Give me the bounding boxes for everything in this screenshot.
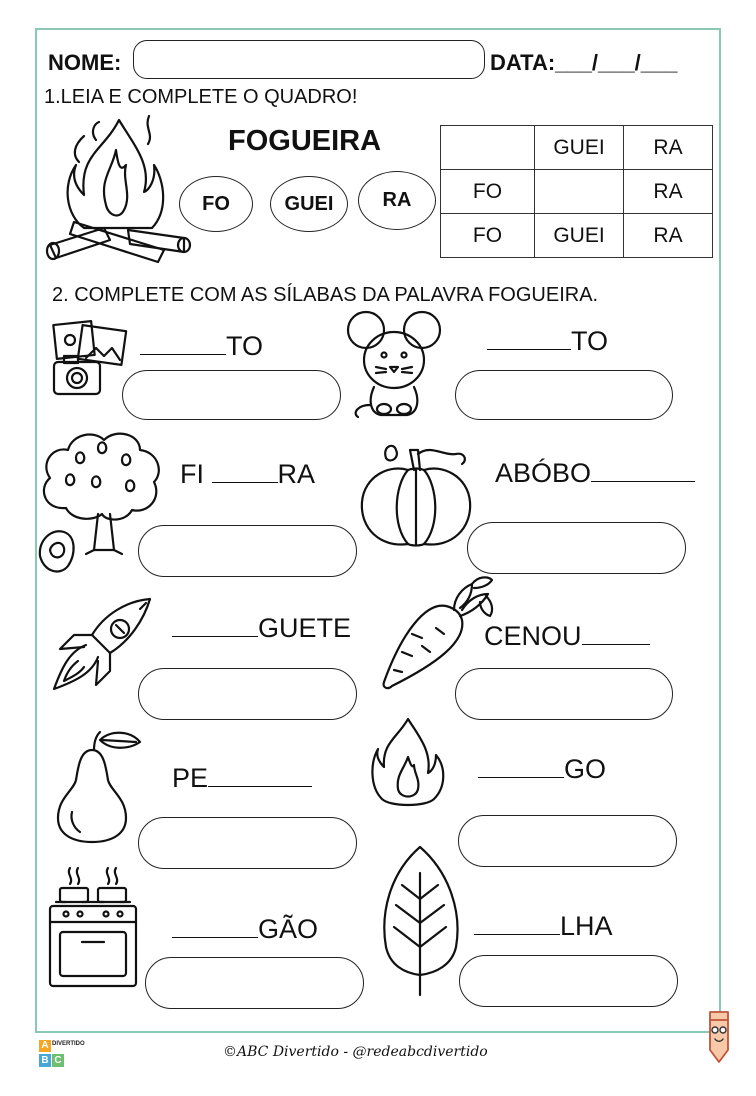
answer-field-4[interactable] — [467, 522, 686, 574]
leaf-icon — [378, 843, 464, 999]
syllable-oval: GUEI — [270, 176, 348, 232]
answer-field-7[interactable] — [138, 817, 357, 869]
word-pre: ABÓBO — [495, 458, 592, 488]
word-pre: PE — [172, 763, 209, 793]
name-field[interactable] — [133, 40, 485, 79]
pencil-mascot-icon — [704, 1008, 734, 1064]
syllable-blank[interactable] — [208, 764, 312, 787]
word-post: LHA — [560, 911, 613, 941]
syllable-blank[interactable] — [474, 912, 560, 935]
answer-field-2[interactable] — [455, 370, 673, 420]
stove-icon — [46, 866, 140, 990]
photos-camera-icon — [50, 318, 130, 398]
answer-field-5[interactable] — [138, 668, 357, 720]
word-pre: CENOU — [484, 621, 582, 651]
table-cell[interactable]: RA — [624, 170, 713, 214]
answer-field-10[interactable] — [459, 955, 678, 1007]
syllable-blank[interactable] — [212, 460, 278, 483]
pear-icon — [50, 728, 146, 844]
syllable-blank[interactable] — [487, 327, 571, 350]
syllable-table — [440, 125, 713, 258]
table-cell[interactable]: GUEI — [535, 214, 624, 258]
answer-field-3[interactable] — [138, 525, 357, 577]
answer-field-6[interactable] — [455, 668, 673, 720]
fire-icon — [368, 715, 448, 809]
word-pre: FI — [180, 459, 212, 489]
word-post: GUETE — [258, 613, 352, 643]
table-row — [441, 214, 713, 258]
table-cell[interactable]: FO — [441, 170, 535, 214]
word-post: GO — [564, 754, 607, 784]
target-word: FOGUEIRA — [228, 125, 382, 157]
logo-letter-b: B — [39, 1054, 51, 1067]
syllable-blank[interactable] — [591, 459, 695, 482]
word-item-4 — [495, 458, 695, 489]
table-cell[interactable]: GUEI — [535, 126, 624, 170]
word-post: GÃO — [258, 914, 319, 944]
syllable-blank[interactable] — [582, 622, 650, 645]
word-item-1 — [140, 331, 263, 362]
table-cell[interactable] — [441, 126, 535, 170]
word-item-10 — [474, 911, 613, 942]
table-cell[interactable]: RA — [624, 126, 713, 170]
logo-letter-c: C — [52, 1054, 64, 1067]
word-post: RA — [277, 459, 316, 489]
logo-word: DIVERTIDO — [52, 1041, 85, 1047]
word-post: TO — [571, 326, 609, 356]
answer-field-8[interactable] — [458, 815, 677, 867]
answer-field-9[interactable] — [145, 957, 364, 1009]
table-row — [441, 170, 713, 214]
syllable-oval: RA — [358, 171, 436, 230]
word-item-7 — [172, 763, 312, 794]
syllable-blank[interactable] — [172, 915, 258, 938]
campfire-icon — [44, 110, 194, 265]
word-item-8 — [478, 754, 606, 785]
syllable-blank[interactable] — [172, 614, 258, 637]
footer-credits: ©ABC Divertido - @redeabcdivertido — [223, 1044, 488, 1060]
name-label: NOME: — [48, 50, 122, 75]
logo-letter-a: A — [39, 1040, 51, 1052]
table-cell[interactable] — [535, 170, 624, 214]
word-item-5 — [172, 613, 351, 644]
mouse-icon — [346, 305, 442, 425]
syllable-blank[interactable] — [478, 755, 564, 778]
exercise-1-instruction: 1.LEIA E COMPLETE O QUADRO! — [44, 86, 358, 108]
date-field[interactable]: DATA:___/___/___ — [490, 50, 678, 75]
word-item-9 — [172, 914, 318, 945]
word-post: TO — [226, 331, 264, 361]
exercise-2-instruction: 2. COMPLETE COM AS SÍLABAS DA PALAVRA FOGUEIRA. — [52, 284, 599, 306]
answer-field-1[interactable] — [122, 370, 341, 420]
table-cell[interactable]: RA — [624, 214, 713, 258]
pumpkin-icon — [356, 440, 476, 552]
syllable-blank[interactable] — [140, 332, 226, 355]
word-item-6 — [484, 621, 650, 652]
table-row — [441, 126, 713, 170]
rocket-icon — [48, 595, 154, 695]
word-item-2 — [487, 326, 608, 357]
word-item-3 — [180, 459, 315, 490]
abc-logo — [38, 1040, 94, 1072]
syllable-oval: FO — [179, 176, 253, 232]
table-cell[interactable]: FO — [441, 214, 535, 258]
